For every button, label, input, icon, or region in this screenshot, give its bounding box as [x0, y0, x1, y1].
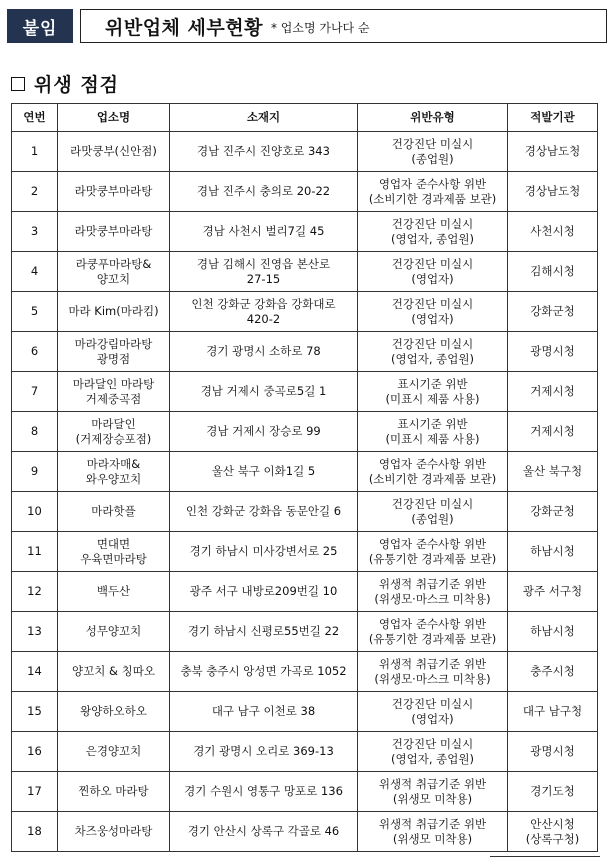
page-subtitle: * 업소명 가나다 순 — [270, 21, 370, 35]
cell-violation: 영업자 준수사항 위반 (유통기한 경과제품 보관) — [358, 532, 508, 572]
cell-no: 12 — [12, 572, 58, 612]
cell-address: 경남 사천시 벌리7길 45 — [170, 212, 358, 252]
cell-agency: 경상남도청 — [508, 172, 598, 212]
table-body — [12, 132, 598, 852]
cell-no: 15 — [12, 692, 58, 732]
cell-violation: 건강진단 미실시 (종업원) — [358, 132, 508, 172]
header-no: 연번 — [12, 104, 58, 132]
cell-no: 18 — [12, 812, 58, 852]
cell-no: 10 — [12, 492, 58, 532]
cell-violation: 건강진단 미실시 (영업자, 종업원) — [358, 212, 508, 252]
cell-violation: 위생적 취급기준 위반 (위생모 미착용) — [358, 812, 508, 852]
table-row — [12, 772, 598, 812]
cell-agency: 광주 서구청 — [508, 572, 598, 612]
cell-address: 경남 거제시 장승로 99 — [170, 412, 358, 452]
title-box — [80, 9, 607, 43]
cell-name: 마라달인 (거제장승포점) — [58, 412, 170, 452]
header-name: 업소명 — [58, 104, 170, 132]
cell-name: 성무양꼬치 — [58, 612, 170, 652]
cell-no: 8 — [12, 412, 58, 452]
table-header-row — [12, 104, 598, 132]
cell-address: 경남 김해시 진영읍 본산로 27-15 — [170, 252, 358, 292]
table-row — [12, 732, 598, 772]
cell-address: 경남 거제시 중곡로5길 1 — [170, 372, 358, 412]
cell-address: 경기 하남시 미사강변서로 25 — [170, 532, 358, 572]
cell-no: 7 — [12, 372, 58, 412]
cell-agency: 울산 북구청 — [508, 452, 598, 492]
cell-violation: 건강진단 미실시 (영업자) — [358, 252, 508, 292]
table-row — [12, 412, 598, 452]
cell-violation: 건강진단 미실시 (영업자, 종업원) — [358, 732, 508, 772]
cell-address: 경기 광명시 소하로 78 — [170, 332, 358, 372]
cell-agency: 대구 남구청 — [508, 692, 598, 732]
header-address: 소재지 — [170, 104, 358, 132]
cell-violation: 영업자 준수사항 위반 (유통기한 경과제품 보관) — [358, 612, 508, 652]
attachment-badge: 붙임 — [7, 9, 73, 43]
cell-address: 광주 서구 내방로209번길 10 — [170, 572, 358, 612]
cell-agency: 경상남도청 — [508, 132, 598, 172]
table-row — [12, 692, 598, 732]
cell-agency: 충주시청 — [508, 652, 598, 692]
cell-address: 경기 하남시 신평로55번길 22 — [170, 612, 358, 652]
header — [7, 9, 609, 43]
cell-name: 마라강림마라탕 광명점 — [58, 332, 170, 372]
cell-address: 울산 북구 이화1길 5 — [170, 452, 358, 492]
cell-violation: 표시기준 위반 (미표시 제품 사용) — [358, 372, 508, 412]
cell-name: 찐하오 마라탕 — [58, 772, 170, 812]
cell-name: 왕양하오하오 — [58, 692, 170, 732]
section-heading — [11, 70, 119, 97]
table-row — [12, 332, 598, 372]
cell-name: 라맛쿵부(신안점) — [58, 132, 170, 172]
header-violation: 위반유형 — [358, 104, 508, 132]
cell-violation: 건강진단 미실시 (종업원) — [358, 492, 508, 532]
cell-address: 경기 수원시 영통구 망포로 136 — [170, 772, 358, 812]
cell-violation: 건강진단 미실시 (영업자) — [358, 292, 508, 332]
table-row — [12, 612, 598, 652]
table-row — [12, 212, 598, 252]
cell-no: 13 — [12, 612, 58, 652]
cell-no: 4 — [12, 252, 58, 292]
cell-violation: 위생적 취급기준 위반 (위생모·마스크 미착용) — [358, 572, 508, 612]
header-agency: 적발기관 — [508, 104, 598, 132]
cell-violation: 영업자 준수사항 위반 (소비기한 경과제품 보관) — [358, 452, 508, 492]
cell-agency: 경기도청 — [508, 772, 598, 812]
cell-no: 14 — [12, 652, 58, 692]
cell-agency: 안산시청 (상록구청) — [508, 812, 598, 852]
cell-name: 마라핫플 — [58, 492, 170, 532]
cell-violation: 표시기준 위반 (미표시 제품 사용) — [358, 412, 508, 452]
cell-violation: 위생적 취급기준 위반 (위생모·마스크 미착용) — [358, 652, 508, 692]
cell-address: 경기 안산시 상록구 각골로 46 — [170, 812, 358, 852]
table-row — [12, 812, 598, 852]
cell-no: 2 — [12, 172, 58, 212]
cell-name: 마라자매& 와우양꼬치 — [58, 452, 170, 492]
cell-no: 9 — [12, 452, 58, 492]
cell-violation: 건강진단 미실시 (영업자) — [358, 692, 508, 732]
cell-violation: 영업자 준수사항 위반 (소비기한 경과제품 보관) — [358, 172, 508, 212]
page-title: 위반업체 세부현황 — [105, 16, 263, 39]
table-row — [12, 492, 598, 532]
table-row — [12, 372, 598, 412]
cell-name: 은경양꼬치 — [58, 732, 170, 772]
cell-agency: 하남시청 — [508, 612, 598, 652]
cell-name: 마라달인 마라탕 거제중곡점 — [58, 372, 170, 412]
table-row — [12, 292, 598, 332]
cell-name: 차즈웅성마라탕 — [58, 812, 170, 852]
cell-no: 6 — [12, 332, 58, 372]
cell-address: 대구 남구 이천로 38 — [170, 692, 358, 732]
table-row — [12, 252, 598, 292]
table-row — [12, 132, 598, 172]
cell-agency: 거제시청 — [508, 412, 598, 452]
cell-no: 17 — [12, 772, 58, 812]
cell-name: 라맛쿵부마라탕 — [58, 172, 170, 212]
cell-agency: 광명시청 — [508, 332, 598, 372]
cell-name: 마라 Kim(마라킴) — [58, 292, 170, 332]
cell-agency: 강화군청 — [508, 492, 598, 532]
cell-agency: 강화군청 — [508, 292, 598, 332]
cell-agency: 김해시청 — [508, 252, 598, 292]
section-title: 위생 점검 — [34, 74, 120, 96]
cell-no: 1 — [12, 132, 58, 172]
violations-table — [11, 103, 598, 852]
cell-no: 3 — [12, 212, 58, 252]
cell-agency: 거제시청 — [508, 372, 598, 412]
checkbox-icon — [11, 77, 25, 91]
cell-name: 백두산 — [58, 572, 170, 612]
cell-agency: 광명시청 — [508, 732, 598, 772]
table-row — [12, 572, 598, 612]
cell-address: 경기 광명시 오리로 369-13 — [170, 732, 358, 772]
divider — [490, 856, 600, 857]
cell-address: 충북 충주시 앙성면 가곡로 1052 — [170, 652, 358, 692]
cell-address: 경남 진주시 충의로 20-22 — [170, 172, 358, 212]
cell-agency: 하남시청 — [508, 532, 598, 572]
cell-name: 면대면 우육면마라탕 — [58, 532, 170, 572]
cell-address: 인천 강화군 강화읍 동문안길 6 — [170, 492, 358, 532]
table-row — [12, 652, 598, 692]
cell-address: 경남 진주시 진양호로 343 — [170, 132, 358, 172]
cell-name: 양꼬치 & 칭따오 — [58, 652, 170, 692]
cell-name: 라맛쿵부마라탕 — [58, 212, 170, 252]
cell-agency: 사천시청 — [508, 212, 598, 252]
cell-violation: 건강진단 미실시 (영업자, 종업원) — [358, 332, 508, 372]
cell-violation: 위생적 취급기준 위반 (위생모 미착용) — [358, 772, 508, 812]
cell-no: 11 — [12, 532, 58, 572]
cell-name: 라쿵푸마라탕& 양꼬치 — [58, 252, 170, 292]
cell-no: 5 — [12, 292, 58, 332]
table-row — [12, 452, 598, 492]
cell-no: 16 — [12, 732, 58, 772]
table-row — [12, 532, 598, 572]
cell-address: 인천 강화군 강화읍 강화대로 420-2 — [170, 292, 358, 332]
table-row — [12, 172, 598, 212]
